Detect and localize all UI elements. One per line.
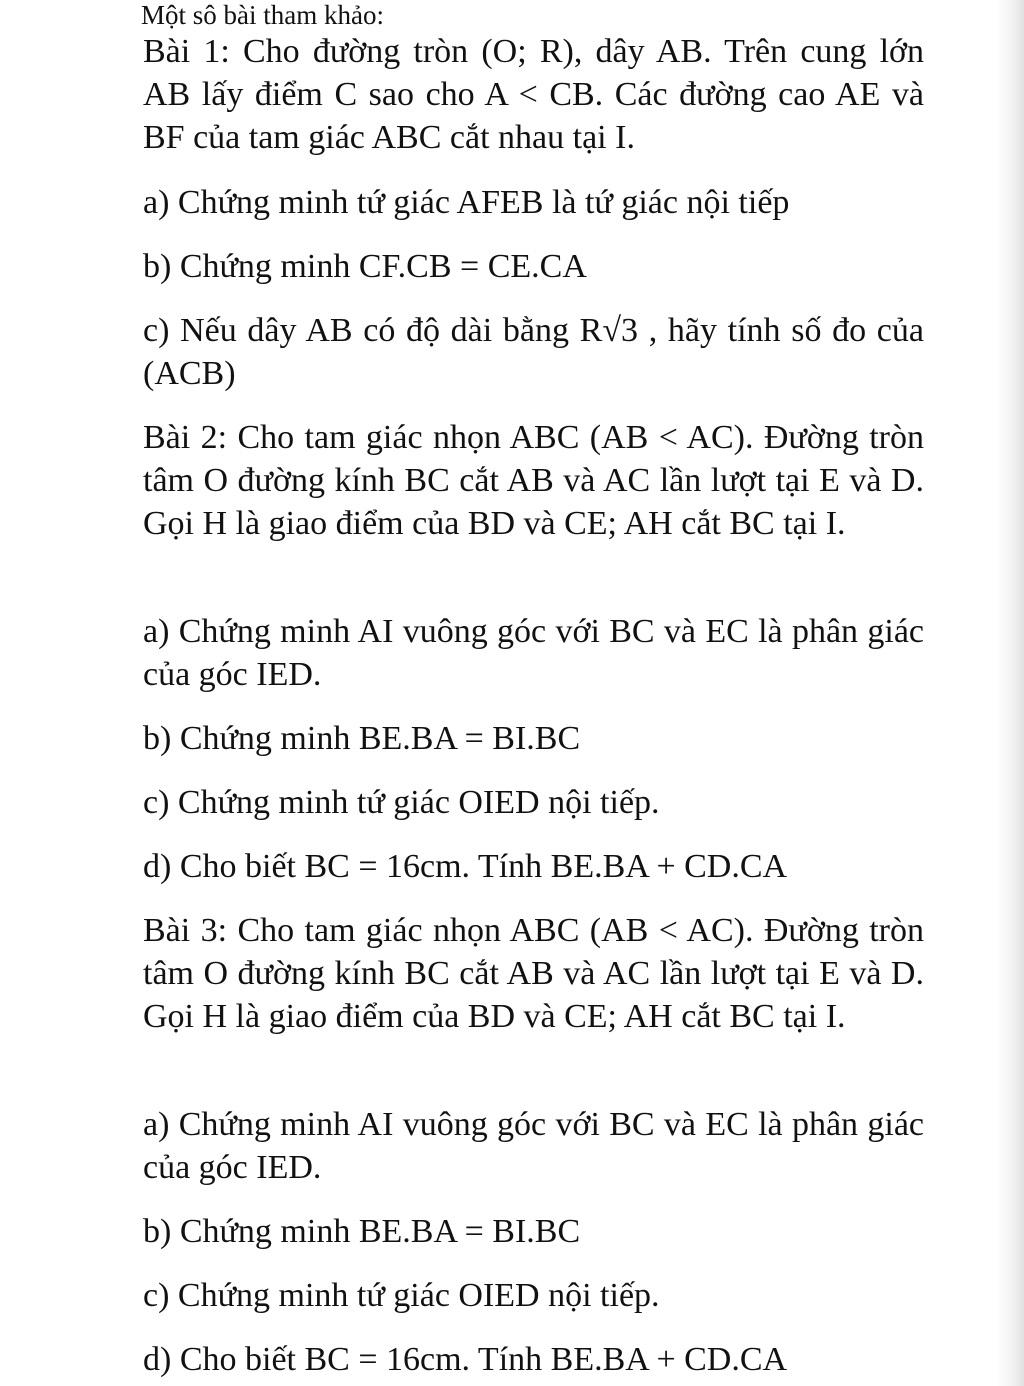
bai2-part-d: d) Cho biết BC = 16cm. Tính BE.BA + CD.CA bbox=[143, 848, 788, 885]
bai1-part-b: b) Chứng minh CF.CB = CE.CA bbox=[143, 248, 587, 285]
bai3-problem: Bài 3: Cho tam giác nhọn ABC (AB < AC). Đường tròn tâm O đường kính BC cắt AB và AC lần lượt tại E và D. Gọi H là giao điểm của BD và CE; AH cắt BC tại I. bbox=[143, 912, 924, 1035]
bai3-part-b: b) Chứng minh BE.BA = BI.BC bbox=[143, 1213, 581, 1250]
bai3-part-a: a) Chứng minh AI vuông góc với BC và EC là phân giác của góc IED. bbox=[143, 1106, 924, 1186]
bai2-part-c: c) Chứng minh tứ giác OIED nội tiếp. bbox=[143, 784, 660, 821]
bai2-part-b: b) Chứng minh BE.BA = BI.BC bbox=[143, 720, 581, 757]
bai1-part-c: c) Nếu dây AB có độ dài bằng R√3 , hãy tính số đo của (ACB) bbox=[143, 312, 924, 392]
document-heading: Một sô bài tham khảo: bbox=[141, 0, 384, 30]
bai3-part-c: c) Chứng minh tứ giác OIED nội tiếp. bbox=[143, 1277, 660, 1314]
bai2-part-a: a) Chứng minh AI vuông góc với BC và EC là phân giác của góc IED. bbox=[143, 613, 924, 693]
bai3-part-d: d) Cho biết BC = 16cm. Tính BE.BA + CD.CA bbox=[143, 1341, 788, 1378]
bai2-problem: Bài 2: Cho tam giác nhọn ABC (AB < AC). Đường tròn tâm O đường kính BC cắt AB và AC lần lượt tại E và D. Gọi H là giao điểm của BD và CE; AH cắt BC tại I. bbox=[143, 419, 924, 542]
bai1-part-a: a) Chứng minh tứ giác AFEB là tứ giác nội tiếp bbox=[143, 184, 790, 221]
page-edge-shadow bbox=[996, 0, 1024, 1386]
bai1-problem: Bài 1: Cho đường tròn (O; R), dây AB. Trên cung lớn AB lấy điểm C sao cho A < CB. Các đường cao AE và BF của tam giác ABC cắt nhau tại I. bbox=[143, 33, 924, 156]
